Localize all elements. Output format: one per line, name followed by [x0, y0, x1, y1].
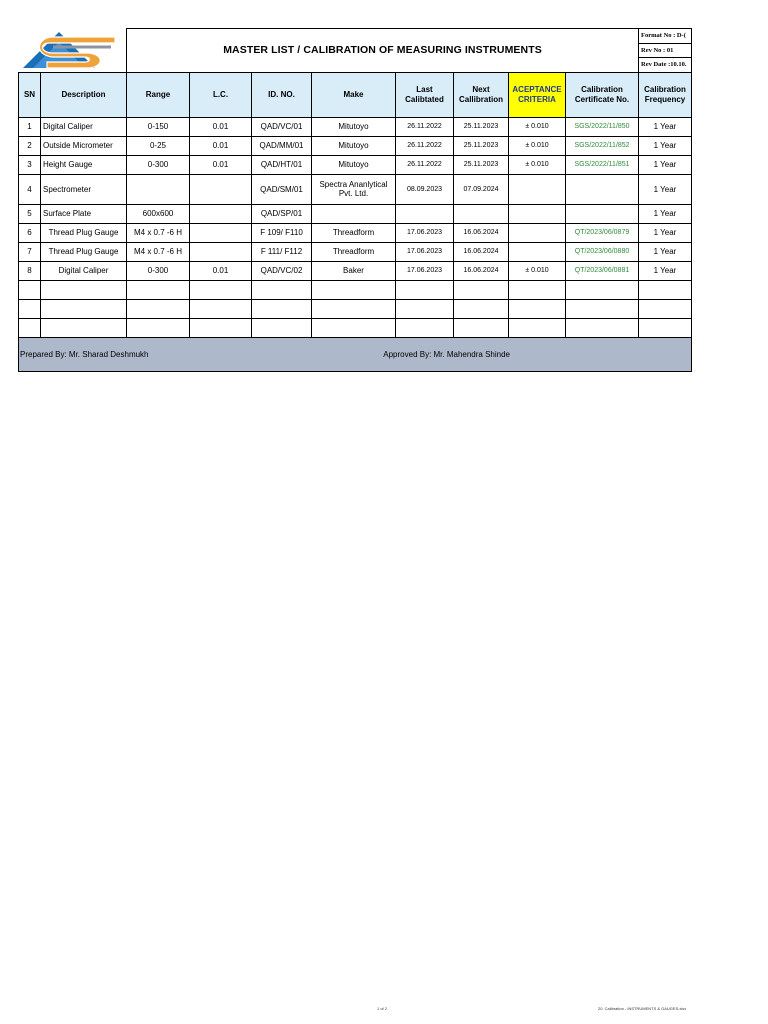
cell-acceptance: [509, 242, 566, 261]
col-description: Description: [41, 72, 127, 117]
file-name: 20. Calibration - INSTRUMENTS & GAUGES.xlsx: [598, 1006, 687, 1011]
revision-date: Rev Date :10.10.: [639, 58, 692, 73]
format-number: Format No : D-(: [639, 29, 692, 44]
table-row: [19, 174, 692, 204]
cell-frequency: 1 Year: [639, 223, 692, 242]
table-row: [19, 136, 692, 155]
table-row: [19, 223, 692, 242]
signature-row: [19, 337, 692, 371]
col-last-calibrated: Last Calibtated: [396, 72, 454, 117]
cell-sn: 7: [19, 242, 41, 261]
cell-make: Threadform: [312, 223, 396, 242]
col-id-no: ID. NO.: [252, 72, 312, 117]
cell-lc: [190, 204, 252, 223]
cell-next-calibration: [454, 204, 509, 223]
cell-frequency: 1 Year: [639, 242, 692, 261]
cell-make: Mitutoyo: [312, 136, 396, 155]
cell-certificate: QT/2023/06/0880: [566, 242, 639, 261]
cell-id-no: F 111/ F112: [252, 242, 312, 261]
table-row: [19, 242, 692, 261]
cell-last-calibrated: 17.06.2023: [396, 261, 454, 280]
empty-row: [19, 318, 692, 337]
cell-id-no: QAD/MM/01: [252, 136, 312, 155]
cell-id-no: QAD/VC/01: [252, 117, 312, 136]
cell-description: Digital Caliper: [41, 261, 127, 280]
cell-range: 600x600: [127, 204, 190, 223]
cell-next-calibration: 07.09.2024: [454, 174, 509, 204]
cell-id-no: QAD/SM/01: [252, 174, 312, 204]
cell-frequency: 1 Year: [639, 117, 692, 136]
cell-lc: [190, 174, 252, 204]
cell-last-calibrated: 08.09.2023: [396, 174, 454, 204]
cell-certificate: [566, 174, 639, 204]
cell-make: Mitutoyo: [312, 117, 396, 136]
cell-make: Spectra Ananlytical Pvt. Ltd.: [312, 174, 396, 204]
col-lc: L.C.: [190, 72, 252, 117]
cell-certificate: SGS/2022/11/850: [566, 117, 639, 136]
cell-description: Thread Plug Gauge: [41, 242, 127, 261]
cell-frequency: 1 Year: [639, 204, 692, 223]
cell-last-calibrated: 17.06.2023: [396, 223, 454, 242]
cell-lc: [190, 242, 252, 261]
cell-lc: 0.01: [190, 155, 252, 174]
cell-sn: 8: [19, 261, 41, 280]
cell-next-calibration: 16.06.2024: [454, 223, 509, 242]
cell-frequency: 1 Year: [639, 136, 692, 155]
cell-make: Mitutoyo: [312, 155, 396, 174]
col-frequency: Calibration Frequency: [639, 72, 692, 117]
cell-id-no: QAD/SP/01: [252, 204, 312, 223]
cell-acceptance: [509, 174, 566, 204]
cell-last-calibrated: 26.11.2022: [396, 117, 454, 136]
cell-next-calibration: 25.11.2023: [454, 117, 509, 136]
cell-next-calibration: 16.06.2024: [454, 242, 509, 261]
cell-frequency: 1 Year: [639, 174, 692, 204]
prepared-by: Prepared By: Mr. Sharad Deshmukh: [20, 349, 149, 359]
cell-description: Surface Plate: [41, 204, 127, 223]
document-title: MASTER LIST / CALIBRATION OF MEASURING INSTRUMENTS: [127, 29, 639, 73]
cell-frequency: 1 Year: [639, 155, 692, 174]
cell-last-calibrated: [396, 204, 454, 223]
cell-acceptance: ± 0.010: [509, 117, 566, 136]
cell-acceptance: [509, 223, 566, 242]
cell-description: Outside Micrometer: [41, 136, 127, 155]
cell-make: Baker: [312, 261, 396, 280]
cell-description: Thread Plug Gauge: [41, 223, 127, 242]
cell-last-calibrated: 17.06.2023: [396, 242, 454, 261]
cell-certificate: [566, 204, 639, 223]
empty-row: [19, 280, 692, 299]
cell-next-calibration: 25.11.2023: [454, 136, 509, 155]
cell-sn: 3: [19, 155, 41, 174]
cell-lc: 0.01: [190, 117, 252, 136]
cell-description: Spectrometer: [41, 174, 127, 204]
approved-by: Approved By: Mr. Mahendra Shinde: [383, 349, 511, 359]
cell-last-calibrated: 26.11.2022: [396, 136, 454, 155]
table-row: [19, 204, 692, 223]
cell-range: 0-300: [127, 155, 190, 174]
col-make: Make: [312, 72, 396, 117]
cell-sn: 2: [19, 136, 41, 155]
cell-lc: [190, 223, 252, 242]
cell-range: [127, 174, 190, 204]
cell-sn: 1: [19, 117, 41, 136]
company-logo: [19, 29, 127, 73]
col-certificate-no: Calibration Certificate No.: [566, 72, 639, 117]
cell-id-no: F 109/ F110: [252, 223, 312, 242]
cell-make: [312, 204, 396, 223]
cell-range: M4 x 0.7 -6 H: [127, 242, 190, 261]
cell-acceptance: [509, 204, 566, 223]
cell-certificate: QT/2023/06/0879: [566, 223, 639, 242]
table-row: [19, 261, 692, 280]
cell-description: Digital Caliper: [41, 117, 127, 136]
cell-next-calibration: 16.06.2024: [454, 261, 509, 280]
cell-make: Threadform: [312, 242, 396, 261]
cell-sn: 6: [19, 223, 41, 242]
cell-range: M4 x 0.7 -6 H: [127, 223, 190, 242]
cell-frequency: 1 Year: [639, 261, 692, 280]
master-list-sheet: [18, 28, 691, 372]
col-acceptance-criteria: ACEPTANCE CRITERIA: [509, 72, 566, 117]
empty-row: [19, 299, 692, 318]
cell-sn: 5: [19, 204, 41, 223]
cell-id-no: QAD/VC/02: [252, 261, 312, 280]
cell-certificate: SGS/2022/11/851: [566, 155, 639, 174]
calibration-table: [18, 28, 692, 372]
column-header-row: [19, 72, 692, 117]
cell-lc: 0.01: [190, 136, 252, 155]
cell-certificate: QT/2023/06/0881: [566, 261, 639, 280]
cell-sn: 4: [19, 174, 41, 204]
revision-number: Rev No : 01: [639, 43, 692, 58]
cell-last-calibrated: 26.11.2022: [396, 155, 454, 174]
company-logo-icon: [19, 29, 125, 70]
cell-lc: 0.01: [190, 261, 252, 280]
cell-range: 0-25: [127, 136, 190, 155]
col-sn: SN: [19, 72, 41, 117]
cell-description: Height Gauge: [41, 155, 127, 174]
cell-acceptance: ± 0.010: [509, 155, 566, 174]
col-range: Range: [127, 72, 190, 117]
cell-acceptance: ± 0.010: [509, 136, 566, 155]
page-number: 1 of 2: [377, 1006, 388, 1011]
cell-id-no: QAD/HT/01: [252, 155, 312, 174]
table-row: [19, 117, 692, 136]
cell-range: 0-300: [127, 261, 190, 280]
cell-certificate: SGS/2022/11/852: [566, 136, 639, 155]
col-next-calibration: Next Callibration: [454, 72, 509, 117]
table-row: [19, 155, 692, 174]
cell-next-calibration: 25.11.2023: [454, 155, 509, 174]
cell-acceptance: ± 0.010: [509, 261, 566, 280]
cell-range: 0-150: [127, 117, 190, 136]
